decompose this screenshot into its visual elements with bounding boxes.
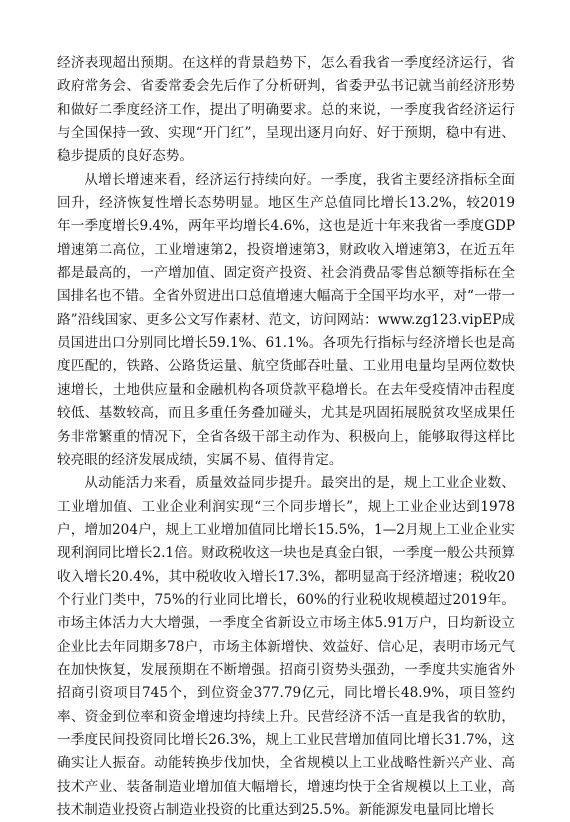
document-body [57, 52, 515, 822]
paragraph-economic-situation: 经济表现超出预期。在这样的背景趋势下，怎么看我省一季度经济运行，省政府常务会、省委常委会先后作了分析研判，省委尹弘书记就当前经济形势和做好二季度经济工作，提出了明确要求。总的来说，一季度我省经济运行与全国保持一致、实现“开门红”，呈现出逐月向好、好于预期，稳中有进、稳步提质的良好态势。 [57, 55, 515, 165]
paragraph-momentum-vitality: 从动能活力来看，质量效益同步提升。最突出的是，规上工业企业数、工业增加值、工业企业利润实现“三个同步增长”，规上工业企业达到1978户，增加204户，规上工业增加值同比增长15.5%，1—2月规上工业企业实现利润同比增长2.1倍。财政税收这一块也是真金白银，一季度一般公共预算收入增长20.4%，其中税收收入增长17.3%，都明显高于经济增速；税收20个行业门类中，75%的行业同比增长，60%的行业税收规模超过2019年。市场主体活力大大增强，一季度全省新设立市场主体5.91万户，日均新设立企业比去年同期多78户，市场主体新增快、效益好、信心足，表明市场元气在加快恢复，发展预期在不断增强。招商引资势头强劲，一季度共实施省外招商引资项目745个，到位资金377.79亿元，同比增长48.9%，项目签约率、资金到位率和资金增速均持续上升。民营经济不活一直是我省的软肋，一季度民间投资同比增长26.3%，规上工业民营增加值同比增长31.7%，这确实让人振奋。动能转换步伐加快，全省规模以上工业战略性新兴产业、高技术产业、装备制造业增加值大幅增长，增速均快于全省规模以上工业，高技术制造业投资占制造业投资的比重达到25.5%。新能源发电量同比增长 [57, 475, 515, 818]
paragraph-growth-rate: 从增长增速来看，经济运行持续向好。一季度，我省主要经济指标全面回升，经济恢复性增长态势明显。地区生产总值同比增长13.2%，较2019年一季度增长9.4%，两年平均增长4.6%，这也是近十年来我省一季度GDP增速第二高位，工业增速第2，投资增速第3，财政收入增速第3，在近五年都是最高的，一产增加值、固定资产投资、社会消费品零售总额等指标在全国排名也不错。全省外贸进出口总值增速大幅高于全国平均水平，对“一带一路”沿线国家、更多公文写作素材、范文，访问网站：www.zg123.vipEP成员国进出口分别同比增长59.1%、61.1%。各项先行指标与经济增长也是高度匹配的，铁路、公路货运量、航空货邮吞吐量、工业用电量均呈两位数快速增长，土地供应量和金融机构各项贷款平稳增长。在去年受疫情冲击程度较低、基数较高，而且多重任务叠加碰头，尤其是巩固拓展脱贫攻坚成果任务非常繁重的情况下，全省各级干部主动作为、积极向上，能够取得这样比较亮眼的经济发展成绩，实属不易、值得肯定。 [57, 171, 515, 468]
